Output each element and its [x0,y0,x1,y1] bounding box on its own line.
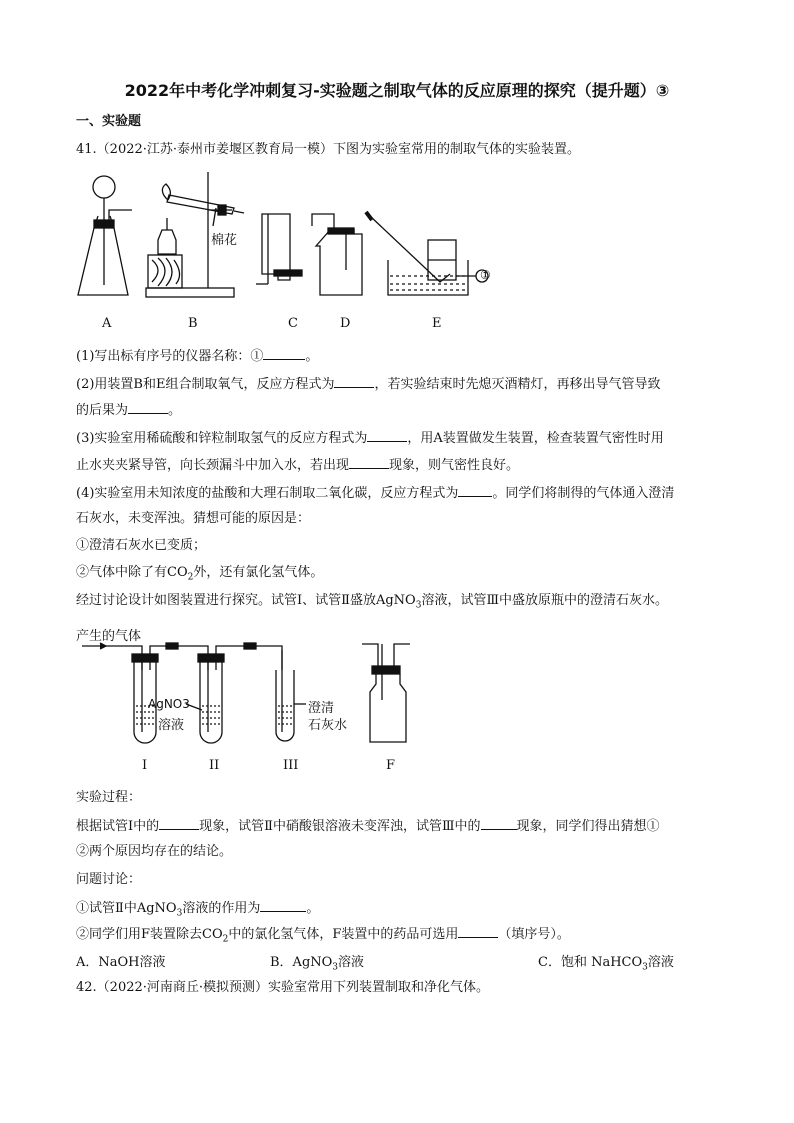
guess-1: ①澄清石灰水已变质； [76,538,207,553]
cotton-label: 棉花 [211,233,238,248]
label-A: A [102,316,112,331]
q41-part1: (1)写出标有序号的仪器名称：① 。 [76,346,318,366]
option-B: B．AgNO$_3$溶液 [270,955,365,973]
label-C: C [288,316,298,331]
discuss-2: ②同学们用F装置除去$CO_2$中的氯化氢气体，F装置中的药品可选用 （填序号）。 [76,924,570,949]
label-F: F [386,758,396,773]
q41-part3-line2: 止水夹夹紧导管，向长颈漏斗中加入水，若出现 现象，则气密性良好。 [76,455,519,475]
guess-2: ②气体中除了有$CO_2$外，还有氯化氢气体。 [76,565,324,583]
q42-intro: 42.（2022·河南商丘·模拟预测）实验室常用下列装置制取和净化气体。 [76,980,490,995]
q41-part3-line1: (3)实验室用稀硫酸和锌粒制取氢气的反应方程式为 ，用A装置做发生装置，检查装置气密性时用 [76,428,664,448]
label-B: B [188,316,198,331]
agno3-label: AgNO3 [148,697,190,711]
option-A: A．NaOH溶液 [76,955,166,970]
option-C: C．饱和 NaHCO$_3$溶液 [538,955,674,973]
process-line1: 根据试管Ⅰ中的 现象，试管Ⅱ中硝酸银溶液未变浑浊，试管Ⅲ中的 现象，同学们得出猜想① [76,816,660,836]
q41-part2-line2: 的后果为 。 [76,400,181,420]
agno3-solution-label: 溶液 [158,718,185,733]
label-E: E [432,316,442,331]
label-D: D [340,316,351,331]
design-text: 经过讨论设计如图装置进行探究。试管Ⅰ、试管Ⅱ盛放AgNO$_3$溶液，试管Ⅲ中盛放原瓶中的澄清石灰水。 [76,593,668,611]
limewater-label-1: 澄清 [308,701,335,716]
page-title: 2022年中考化学冲刺复习-实验题之制取气体的反应原理的探究（提升题）③ [124,81,670,100]
limewater-label-2: 石灰水 [308,718,348,733]
label-I: I [142,758,148,773]
q41-part4-line2: 石灰水，未变浑浊。猜想可能的原因是： [76,511,311,526]
q41-part2-line1: (2)用装置B和E组合制取氧气，反应方程式为 ，若实验结束时先熄灭酒精灯，再移出导气管导致 [76,374,660,394]
discuss-title: 问题讨论： [76,872,142,887]
discuss-1: ①试管Ⅱ中AgNO$_3$溶液的作用为 。 [76,898,319,923]
label-II: II [209,758,220,773]
apparatus-figure-2 [76,640,416,752]
process-title: 实验过程： [76,790,142,805]
circle-marker-label: ① [480,268,491,282]
label-III: III [283,758,299,773]
q41-part4-line1: (4)实验室用未知浓度的盐酸和大理石制取二氧化碳，反应方程式为 。同学们将制得的气体通入澄清 [76,483,674,503]
section-heading: 一、实验题 [76,114,142,129]
process-line2: ②两个原因均存在的结论。 [76,844,233,859]
q41-intro: 41.（2022·江苏·泰州市姜堰区教育局一模）下图为实验室常用的制取气体的实验装置。 [76,142,581,157]
apparatus-figure-1 [72,170,512,306]
gas-label: 产生的气体 [76,629,142,644]
